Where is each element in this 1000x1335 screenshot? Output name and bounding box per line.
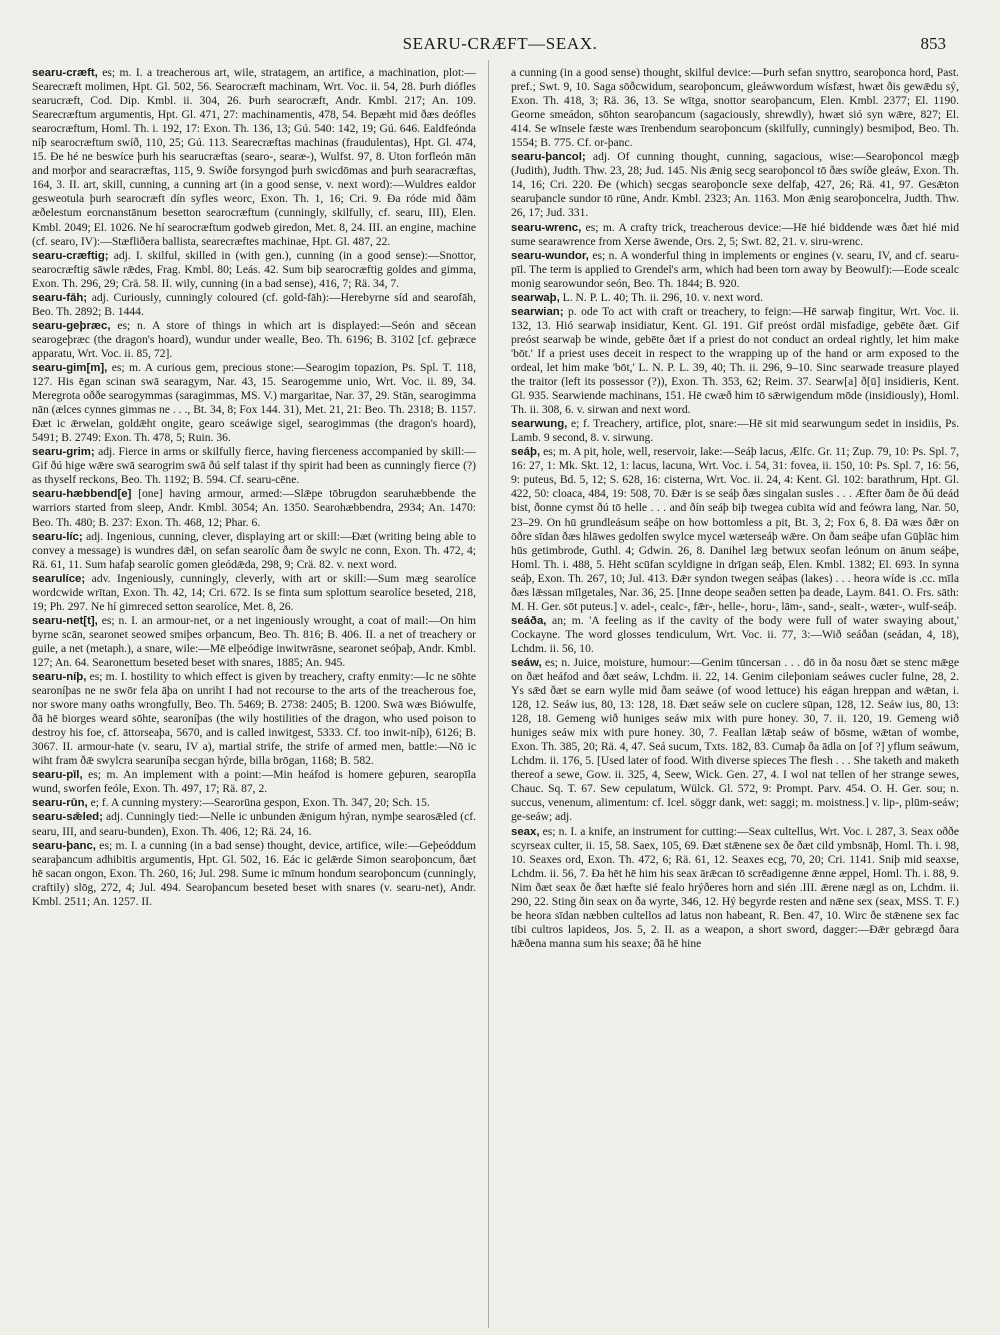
entry-definition: e; f. Treachery, artifice, plot, snare:—Hē sit mid searwungum sedet in insidiis, Ps. Lamb. 9 second, 8. v. sirwung. (511, 417, 959, 445)
dictionary-entry (511, 150, 959, 220)
entry-definition: adj. Curiously, cunningly coloured (cf. gold-fāh):—Herebyrne síd and searofāh, Beo. Th. 2892; B. 1444. (32, 290, 476, 318)
entry-definition: L. N. P. L. 40; Th. ii. 296, 10. v. next word. (559, 290, 763, 304)
dictionary-entry (32, 361, 476, 445)
dictionary-entry (32, 66, 476, 249)
column-divider (488, 60, 489, 1328)
dictionary-entry (32, 796, 476, 810)
dictionary-entry (511, 417, 959, 445)
dictionary-entry (511, 825, 959, 951)
dictionary-entry (511, 66, 959, 150)
entry-headword: searu-þanc, (32, 839, 96, 852)
entry-headword: seáþ, (511, 446, 541, 459)
entry-definition: es; m. I. hostility to which effect is given by treachery, crafty enmity:—Ic ne sōhte searoníþas ne ne swōr fela āþa on unriht I had not recourse to the arts of the treacherous foe, nor swore many oaths wrongfully, Beo. Th. 5469; B. 2738: 2405; B. 1200. Swā wæs Biówulfe, ðā hē biorges weard sōhte, searoníþas (the wily hostilities of the dragon, who used poison to destroy his foe, cf. āttorseaþa, 5670, and is called inwitgest, 5333. Cf. too inwit-níþ), 6126; B. 3067. II. armour-hate (v. searu, IV a), martial strife, the strife of armed men, battle:—Nō ic wiht fram ðǣ swylcra searuníþa secgan hýrde, billa brōgan, 1168; B. 582. (32, 670, 476, 768)
dictionary-entry (32, 614, 476, 670)
entry-definition: adj. Cunningly tied:—Nelle ic unbunden ǣnigum hýran, nymþe searosǣled (cf. searu, III, and searu-bunden), Exon. Th. 406, 12; Rä. 24, 16. (32, 810, 476, 838)
entry-definition: adj. Fierce in arms or skilfully fierce, having fierceness accompanied by skill:—Gif ðú hige wǣre swā searogrim swā ðú self talast if thy spirit had been as cunningly fierce (?) as thyself reckons, Beo. Th. 1192; B. 594. Cf. searu-cēne. (32, 445, 476, 487)
left-column (32, 66, 476, 1328)
entry-headword: searu-pīl, (32, 769, 83, 782)
entry-headword: seáða, (511, 614, 547, 627)
entry-headword: searulíce; (32, 572, 86, 585)
entry-definition: adj. Ingenious, cunning, clever, displaying art or skill:—Ðæt (writing being able to convey a message) is wundres dǣl, on sefan searolíc ðam ðe swylc ne conn, Exon. Th. 472, 4; Rä. 61, 11. Sum hafaþ searolíc gomen gleódǣda, 298, 9; Crä. 82. v. next word. (32, 529, 476, 571)
entry-headword: searu-níþ, (32, 671, 87, 684)
dictionary-entry (511, 656, 959, 825)
entry-definition: p. ode To act with craft or treachery, to feign:—Hē sarwaþ fingitur, Wrt. Voc. ii. 132, 13. Hió searwaþ insidiatur, Kent. Gl. 191. Gif preóst ordāl misfadige, gebēte ðæt. Gif preóst searwaþ be winde, gebēte ðæt if a priest do not conduct an ordeal rightly, let him make 'bōt.' If a priest uses deceit in respect to the wrapping up of the hand or arm exposed to the ordeal, let him make 'bōt,' L. N. P. L. 39, 40; Th. ii. 296, 9–10. Sinc searwade treasure played the traitor (left its possessor (?)), Exon. Th. 353, 62; Reim. 37. Searw[a] ð[ū] insidieris, Kent. Gl. 935. Searwiende machinans, 151. Hē cwæð him tō sǣrwigendum mōde (insidiously), Homl. Th. ii. 308, 6. v. sirwan and next word. (511, 304, 959, 417)
dictionary-entry (32, 291, 476, 319)
entry-definition: e; f. A cunning mystery:—Searorūna gespon, Exon. Th. 347, 20; Sch. 15. (87, 796, 430, 810)
dictionary-entry (32, 249, 476, 291)
entry-definition: es; m. A pit, hole, well, reservoir, lake:—Seáþ lacus, Ælfc. Gr. 11; Zup. 79, 10: Ps. Spl. 7, 16: 27, 1: Mk. Skt. 12, 1: lacus, lacuna, Wrt. Voc. i. 54, 31: fovea, ii. 150, 10: Ps. Spl. 7, 16: 56, 9: puteus, Bd. 5, 12; S. 628, 16: cisterna, Wrt. Voc. ii. 24, 4: Kent. Gl. 102: barathrum, Hpt. Gl. 422, 50: cloaca, 484, 19: 508, 70. Ðǣr is se seáþ ðæs singalan susles . . . Æfter ðam ðe ðú deád bist, ðonne cymst ðú tō helle . . . and ðín seáþ biþ twegea cubita wíd and feówra lang, Nar. 50, 23–29. On hū grundleásum seáþe on how bottomless a pit, Bt. 3, 2; Fox 6, 8. Ðā wæs ðǣr on ōðre sīdan ðæs hlāwes gedolfen swylce mycel wæterseáþ wǣre. On ðam seáþe ufan Gūþlāc him hūs getimbrode, Guthl. 4; Gdwin. 26, 8. Danihel læg betwux seofan leónum on ānum seáþe, Homl. Th. i. 488, 5. Hēht scūfan scyldigne in drīgan seáþ, Elen. Kmbl. 1382; El. 693. In synna seáþ, Exon. Th. 267, 10; Jul. 413. Ðǣr syndon twegen seáþas (lakes) . . . heora wíde is .cc. mīla ðæs lǣssan mīlgetales, Nar. 36, 25. [Inne deope seaðen setten þa deade, Laym. 841. O. Frs. sāth: M. H. Ger. sōt puteus.] v. adel-, cealc-, fǣr-, helle-, horu-, lām-, sand-, sealt-, wæter-, wulf-seáþ. (511, 445, 959, 613)
dictionary-entry (32, 319, 476, 361)
entry-definition: [one] having armour, armed:—Slǣpe tōbrugdon searuhæbbende the warriors started from sleep, Andr. Kmbl. 3054; An. 1350. Searohæbbendra, 2934; An. 1470: Beo. Th. 480; B. 237: Exon. Th. 468, 12; Phar. 6. (32, 487, 476, 529)
entry-headword: seax, (511, 825, 540, 838)
entry-headword: searu-geþræc, (32, 319, 111, 332)
entry-headword: searu-líc; (32, 530, 83, 543)
dictionary-entry (32, 445, 476, 487)
entry-definition: es; m. An implement with a point:—Min heáfod is homere geþuren, searopīla wund, sworfen feóle, Exon. Th. 497, 17; Rä. 87, 2. (32, 768, 476, 796)
dictionary-entry (511, 614, 959, 656)
entry-definition: es; m. I. a cunning (in a bad sense) thought, device, artifice, wile:—Geþeóddum searaþancum adhibitis argumentis, Hpt. Gl. 502, 16. Eác ic gelǣrde Simon searoþoncum, ðæt hē sacan ongon, Exon. Th. 260, 16; Jul. 298. Sume ic mīnum hondum searoþoncum (cunningly, craftily) slōg, 272, 4; Jul. 494. Searoþancum beseted beset with snares (v. searu-net), Andr. Kmbl. 2511; An. 1257. II. (32, 838, 476, 908)
entry-headword: searwaþ, (511, 291, 560, 304)
entry-definition: an; m. 'A feeling as if the cavity of the body were full of water swaying about,' Cockayne. The word glosses tendiculum, Wrt. Voc. ii. 77, 3:—Wið seáðan (seádan, 4, 18), Lchdm. ii. 56, 10. (511, 613, 959, 655)
entry-headword: seáw, (511, 656, 542, 669)
dictionary-entry (32, 530, 476, 572)
entry-definition: a cunning (in a good sense) thought, skilful device:—Þurh sefan snyttro, searoþonca hord, Past. pref.; Swt. 9, 10. Saga sōðcwidum, searoþoncum, gleáwwordum wísfæst, hwæt ðis gewǣdu sý, Exon. Th. 418, 3; Rä. 36, 13. Se wītga, snottor searoþancum, Elen. Kmbl. 2377; El. 1190. Georne smeádon, sōhton searoþancum (sagaciously, shrewdly), hwæt sió syn wǣre, 827; El. 414. Se wīnsele fæste wæs īrenbendum searoþoncum (skilfully, cunningly) besmiþod, Beo. Th. 1554; B. 775. Cf. or-þanc. (511, 66, 959, 150)
page-number: 853 (920, 34, 946, 53)
dictionary-entry (32, 839, 476, 909)
entry-definition: adj. I. skilful, skilled in (with gen.), cunning (in a good sense):—Snottor, searocræftig sāwle rǣdes, Frag. Kmbl. 80; Leás. 42. Sum biþ searocræftig goldes and gimma, Exon. Th. 296, 29; Crä. 58. II. wily, cunning (in a bad sense), 416, 7; Rä. 34, 7. (32, 248, 476, 290)
dictionary-entry (511, 291, 959, 305)
dictionary-entry (32, 487, 476, 529)
dictionary-entry (32, 670, 476, 768)
right-column (511, 66, 959, 1328)
entry-headword: searwung, (511, 418, 568, 431)
dictionary-entry (511, 221, 959, 249)
entry-headword: searwian; (511, 305, 564, 318)
entry-headword: searu-net[t], (32, 614, 98, 627)
entry-definition: adj. Of cunning thought, cunning, sagacious, wise:—Searoþoncol mægþ (Judith), Judth. Thw. 23, 28; Jud. 145. Nis ǣnig secg searoþoncol tō ðæs swíðe gleáw, Exon. Th. 14, 16; Cri. 220. Ðe (which) secgas searoþoncle sexe delfaþ, 427, 26; Rä. 41, 97. Gesǣton searuþancle sundor tō rūne, Andr. Kmbl. 2323; An. 1163. Mon ǣnig searoþoncelra, Judth. Thw. 26, 17; Jud. 331. (511, 150, 959, 220)
running-head: SEARU-CRÆFT—SEAX. (402, 34, 598, 53)
entry-definition: es; n. I. an armour-net, or a net ingeniously wrought, a coat of mail:—On him byrne scān, searonet seowed smiþes orþancum, Beo. Th. 816; B. 406. II. a net of treachery or guile, a net (metaph.), a snare, wile:—Mē elþeódige inwitwrāsne, searonet seóþaþ, Andr. Kmbl. 127; An. 64. Searonettum beseted beset with snares, 1885; An. 945. (32, 613, 476, 669)
dictionary-entry (511, 305, 959, 417)
entry-headword: searu-rūn, (32, 797, 88, 810)
entry-headword: searu-hæbbend[e] (32, 488, 132, 501)
entry-headword: searu-cræftig; (32, 249, 109, 262)
entry-headword: searu-wrenc, (511, 221, 582, 234)
entry-headword: searu-gim[m], (32, 361, 108, 374)
entry-headword: searu-grim; (32, 446, 95, 459)
entry-definition: es; m. I. a treacherous art, wile, stratagem, an artifice, a machination, plot:—Searecræft molimen, Hpt. Gl. 502, 56. Searocræft machinam, Wrt. Voc. ii. 54, 28. Þurh diófles searucræft, Cod. Dip. Kmbl. ii. 304, 26. Þurh searocræft, Andr. Kmbl. 217; An. 109. Searecræftum argumentis, Hpt. Gl. 471, 27: machinamentis, 478, 54. Bepæht mid ðæs deófles searocræftum, Homl. Th. i. 192, 17: Exon. Th. 136, 13; Gú. 540: 142, 19; Gú. 646. Ealdfeónda níþ searocræftum swíð, 110, 25; Gú. 113. Searecræftas machinas (fraudulentas), Hpt. Gl. 474, 15. Ðe hé ne beswíce þurh his searucræftas (searo-, searæ-), Wulfst. 97, 8. Uton forfleón mān and morþor and searacræftas, 115, 9. Swíðe forsyngod þurh swicdōmas and þurh searacræftas, 164, 3. II. art, skill, cunning, a cunning art (in a good sense, v. next word):—Wuldres ealdor gesweotula þurh searocræft dín syfles weorc, Exon. Th. 1, 16; Cri. 9. Ða róde mid ðām æðelestum eorcnanstānum besetton searocræftum (cunningly, skilfully, cf. searu, III), Elen. Kmbl. 2049; El. 1026. Ne hí searocræftum godweb giredon, Met. 8, 24. III. an engine, machine (cf. searo, IV):—Stæfliðera ballista, searecræftes machinae, Hpt. Gl. 487, 22. (32, 66, 476, 248)
entry-definition: es; n. A wonderful thing in implements or engines (v. searu, IV, and cf. searu-pīl. The term is applied to Grendel's arm, which had been torn away by Beowulf):—Eode scealc monig searowundor seón, Beo. Th. 1844; B. 920. (511, 248, 959, 290)
entry-headword: searu-cræft, (32, 67, 98, 79)
page-header (0, 34, 1000, 58)
entry-headword: searu-þancol; (511, 151, 586, 164)
entry-definition: es; m. A curious gem, precious stone:—Searogim topazion, Ps. Spl. T. 118, 127. His ēgan scinan swā searagym, Nar. 43, 15. Searogemme unio, Wrt. Voc. ii. 89, 34. Meregrota oððe searogymmas (saragimmas, MS. V.) margaritae, Nar. 37, 29. Stān, searogimma nān (ælces cynnes gimmas ne . . ., Bt. 34, 8; Fox 144. 31), Met. 21, 21: Beo. Th. 2318; B. 1157. Ðæt ic ǣrwelan, goldǣht ongite, gearo sceáwige sigel, searogimmas (the dragon's hoard), 5491; B. 2749: Exon. Th. 478, 5; Ruin. 36. (32, 360, 476, 445)
dictionary-entry (511, 445, 959, 614)
entry-definition: es; n. A store of things in which art is displayed:—Seón and sēcean searogeþræc (the dragon's hoard), wundur under wealle, Beo. Th. 6196; B. 3102 [cf. geþræce apparatu, Wrt. Voc. ii. 85, 72]. (32, 318, 476, 360)
entry-headword: searu-sǣled; (32, 811, 103, 824)
entry-definition: es; m. A crafty trick, treacherous device:—Hē hié biddende wæs ðæt hié mid sume searawrence from Xerse āwende, Ors. 2, 5; Swt. 82, 21. v. siru-wrenc. (511, 220, 959, 248)
dictionary-entry (511, 249, 959, 291)
dictionary-entry (32, 572, 476, 614)
entry-headword: searu-fāh; (32, 291, 88, 304)
dictionary-entry (32, 810, 476, 838)
entry-definition: adv. Ingeniously, cunningly, cleverly, with art or skill:—Sum mæg searolíce wordcwide wrītan, Exon. Th. 42, 14; Cri. 672. Is se finta sum splottum searolíce beseted, 218, 19; Ph. 297. Ne hí gimreced setton searolíce, Met. 8, 26. (32, 571, 476, 613)
entry-definition: es; n. I. a knife, an instrument for cutting:—Seax cultellus, Wrt. Voc. i. 287, 3. Seax oððe scyrseax culter, ii. 15, 58. Saex, 105, 69. Ðæt stǣnene sex ðe ðæt cild ymbsnāþ, Homl. Th. i. 98, 10. Seaxes ord, Exon. Th. 472, 6; Rä. 61, 12. Seaxes ecg, 70, 20; Cri. 1141. Sniþ mid seaxse, Lchdm. ii. 56, 7. Ða hēt hē him his seax ārǣcan tō scrēadigenne ǣnne æppel, Homl. Th. i. 88, 9. Nim ðæt seax ðe ðæt hæfte sié fealo hrýðeres horn and sién .III. ǣrene nægl as on, Lchdm. ii. 290, 22. Sting ðin seax on ða wyrte, 346, 12. Hý begyrde resten and nǣne sex (seax, MSS. T. F.) be heora sīdan næbben cultellos ad latus non habeant, R. Ben. 47, 10. Wirc ðe stǣnene sex fac tibi cultros lapideos, Jos. 5, 2. II. as a weapon, a short sword, dagger:—Ðǣr gebrægd ðara hǣðena manna sum his seaxe; ðā hē hine (511, 824, 959, 950)
entry-definition: es; n. Juice, moisture, humour:—Genim tūncersan . . . dō in ða nosu ðæt se stenc mǣge on ðæt heáfod and ðæt seáw, Lchdm. ii. 22, 14. Genim cileþoniam seáwes cucler fulne, 28, 2. Ys sǣd ðæt se earn wylle mid ðam seáwe (of wood lettuce) his eágan hreppan and wǣtan, i. 128, 12. Seáw ius, 80, 13: 128, 18. Ðæt seáw sele on cuclere sūpan, 128, 12. Seáw ius, 80, 13: 128, 18. Gemeng wið huniges seáw mix with pure honey. 30, 7. ii. 120, 19. Gemeng wið huniges seáw mix with pure honey. 30, 7. Feallan lǣtaþ seáw of bōsme, wǣtan of wombe, Exon. Th. 385, 20; Rä. 4, 47. Seá sucum, Txts. 182, 83. Cumaþ ða ādla on [of ?] yflum seáwum, Lchdm. ii. 176, 5. [Used later of food. With diverse spieces The flesh . . . She taketh and maketh thereof a sewe, Gow. ii. 325, 4, Seew, Wick. Gen. 27, 4. I wol nat tellen of her strange sewes, Chauc. Sq. T. 67. Sew cepulatum, Wülck. Gl. 572, 9: Prompt. Parv. 454. O. H. Ger. sou; n. succus, venenum, alimentum: cf. Icel. söggr dank, wet: saggi; m. moistness.] v. lip-, plūm-seáw; ge-seáw; adj. (511, 655, 959, 824)
entry-headword: searu-wundor, (511, 249, 589, 262)
dictionary-entry (32, 768, 476, 796)
